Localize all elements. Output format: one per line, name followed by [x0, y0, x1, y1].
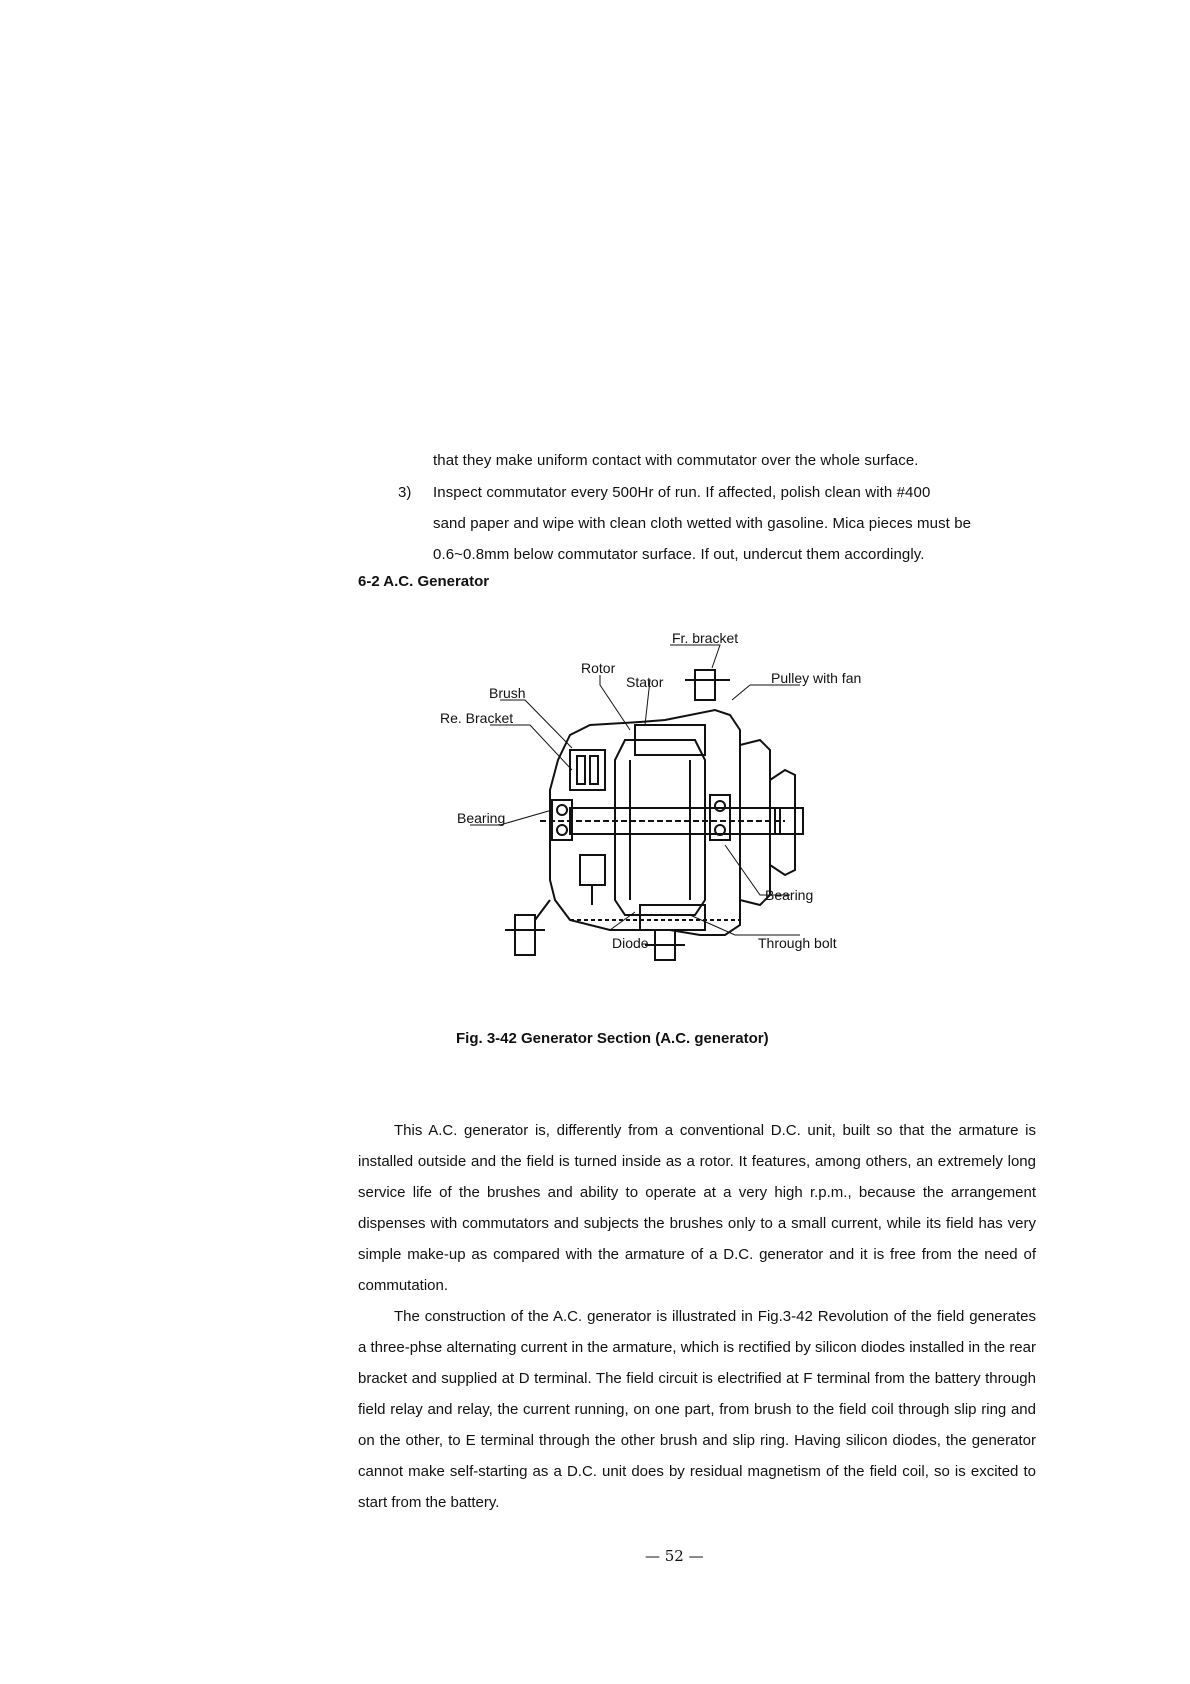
- item-3-line-1: Inspect commutator every 500Hr of run. If affected, polish clean with #400: [433, 484, 931, 501]
- label-rotor: Rotor: [581, 660, 616, 676]
- generator-section-figure: [440, 630, 960, 980]
- label-fr-bracket: Fr. bracket: [672, 630, 739, 646]
- label-stator: Stator: [626, 674, 664, 690]
- section-heading: 6-2 A.C. Generator: [358, 573, 490, 590]
- fr-bracket-tab-top: [695, 670, 715, 700]
- label-brush: Brush: [489, 685, 526, 701]
- item-number: 3): [398, 484, 412, 501]
- label-bearing-right: Bearing: [765, 887, 814, 903]
- body-paragraph-2: The construction of the A.C. generator is illustrated in Fig.3-42 Revolution of the field generates a three-phse alternating current in the armature, which is rectified by silicon diodes installed in the rear bracket and supplied at D terminal. The field circuit is electrified at F terminal from the battery through field relay and relay, the current running, on one part, from brush to the field coil through slip ring and on the other, to E terminal through the other brush and slip ring. Having silicon diodes, the generator cannot make self-starting as a D.C. unit does by residual magnetism of the field coil, so is excited to start from the battery.: [358, 1308, 1036, 1511]
- label-bearing-left: Bearing: [457, 810, 506, 826]
- label-re-bracket: Re. Bracket: [440, 710, 514, 726]
- page-number: — 52 —: [645, 1547, 704, 1565]
- pulley: [770, 770, 795, 875]
- item-3-line-3: 0.6~0.8mm below commutator surface. If out, undercut them accordingly.: [433, 546, 925, 563]
- figure-caption: Fig. 3-42 Generator Section (A.C. generator): [456, 1030, 769, 1047]
- label-diode: Diode: [612, 935, 649, 951]
- body-text: [358, 1115, 1036, 1518]
- body-paragraph-1: This A.C. generator is, differently from a conventional D.C. unit, built so that the armature is installed outside and the field is turned inside as a rotor. It features, among others, an extremely long service life of the brushes and ability to operate at a very high r.p.m., because the arrangement dispenses with commutators and subjects the brushes only to a small current, while its field has very simple make-up as compared with the armature of a D.C. generator and it is free from the need of commutation.: [358, 1122, 1036, 1294]
- continued-line: that they make uniform contact with commutator over the whole surface.: [433, 452, 919, 469]
- housing-outline: [550, 710, 740, 935]
- item-3-line-2: sand paper and wipe with clean cloth wetted with gasoline. Mica pieces must be: [433, 515, 972, 532]
- label-pulley-with-fan: Pulley with fan: [771, 670, 862, 686]
- label-through-bolt: Through bolt: [758, 935, 837, 951]
- rotor-body: [615, 740, 705, 915]
